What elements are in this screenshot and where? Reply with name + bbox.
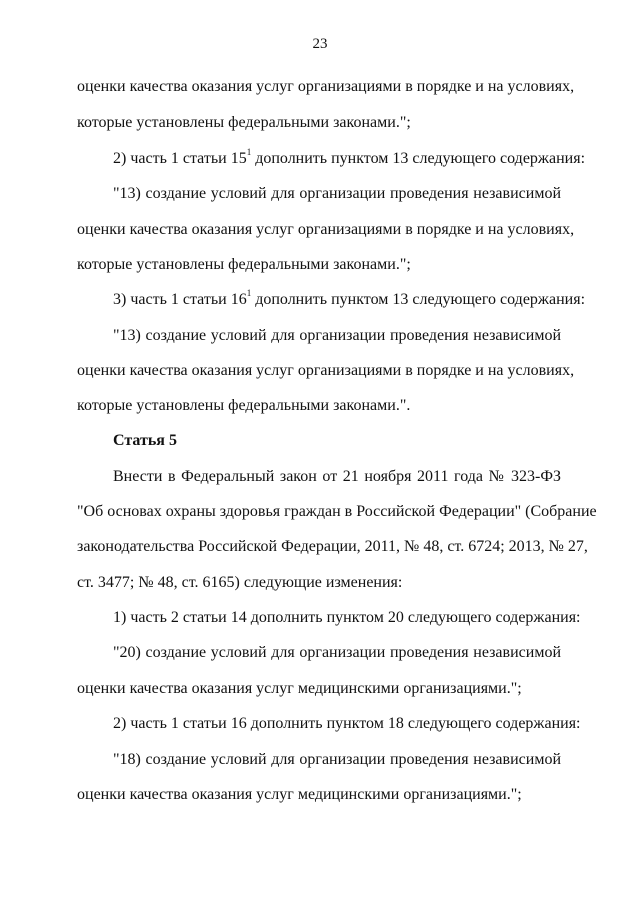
text-line: оценки качества оказания услуг медицинскими организациями."; <box>77 786 522 803</box>
text-line: Внести в Федеральный закон от 21 ноября 2011 года № 323-ФЗ <box>113 468 561 485</box>
text-line: оценки качества оказания услуг медицинскими организациями."; <box>77 680 522 697</box>
superscript: 1 <box>246 287 252 298</box>
text-line: оценки качества оказания услуг организациями в порядке и на условиях, <box>77 78 575 95</box>
text-line: которые установлены федеральными законами."; <box>77 256 411 273</box>
text-line: которые установлены федеральными законами.". <box>77 397 411 414</box>
page-number: 23 <box>312 36 328 52</box>
text-line: 2) часть 1 статьи 16 дополнить пунктом 18 следующего содержания: <box>113 715 581 732</box>
text-fragment: 3) часть 1 статьи 16 <box>113 291 247 308</box>
text-line: оценки качества оказания услуг организациями в порядке и на условиях, <box>77 221 575 238</box>
text-fragment: 2) часть 1 статьи 15 <box>113 150 247 167</box>
superscript: 1 <box>246 146 252 157</box>
text-line: ст. 3477; № 48, ст. 6165) следующие изменения: <box>77 574 403 591</box>
text-line: "13) создание условий для организации проведения независимой <box>113 185 561 202</box>
text-line <box>113 287 586 310</box>
text-line: оценки качества оказания услуг организациями в порядке и на условиях, <box>77 362 575 379</box>
text-fragment: дополнить пунктом 13 следующего содержания: <box>251 291 586 308</box>
text-line: "Об основах охраны здоровья граждан в Российской Федерации" (Собрание <box>77 503 597 520</box>
text-line: "13) создание условий для организации проведения независимой <box>113 327 561 344</box>
article-heading: Статья 5 <box>113 432 177 449</box>
text-line: которые установлены федеральными законами."; <box>77 114 411 131</box>
text-line: "20) создание условий для организации проведения независимой <box>113 644 561 661</box>
text-fragment: дополнить пунктом 13 следующего содержания: <box>251 150 586 167</box>
text-line: 1) часть 2 статьи 14 дополнить пунктом 20 следующего содержания: <box>113 609 581 626</box>
text-line <box>113 146 586 169</box>
text-line: законодательства Российской Федерации, 2011, № 48, ст. 6724; 2013, № 27, <box>77 538 588 555</box>
text-line: "18) создание условий для организации проведения независимой <box>113 751 561 768</box>
